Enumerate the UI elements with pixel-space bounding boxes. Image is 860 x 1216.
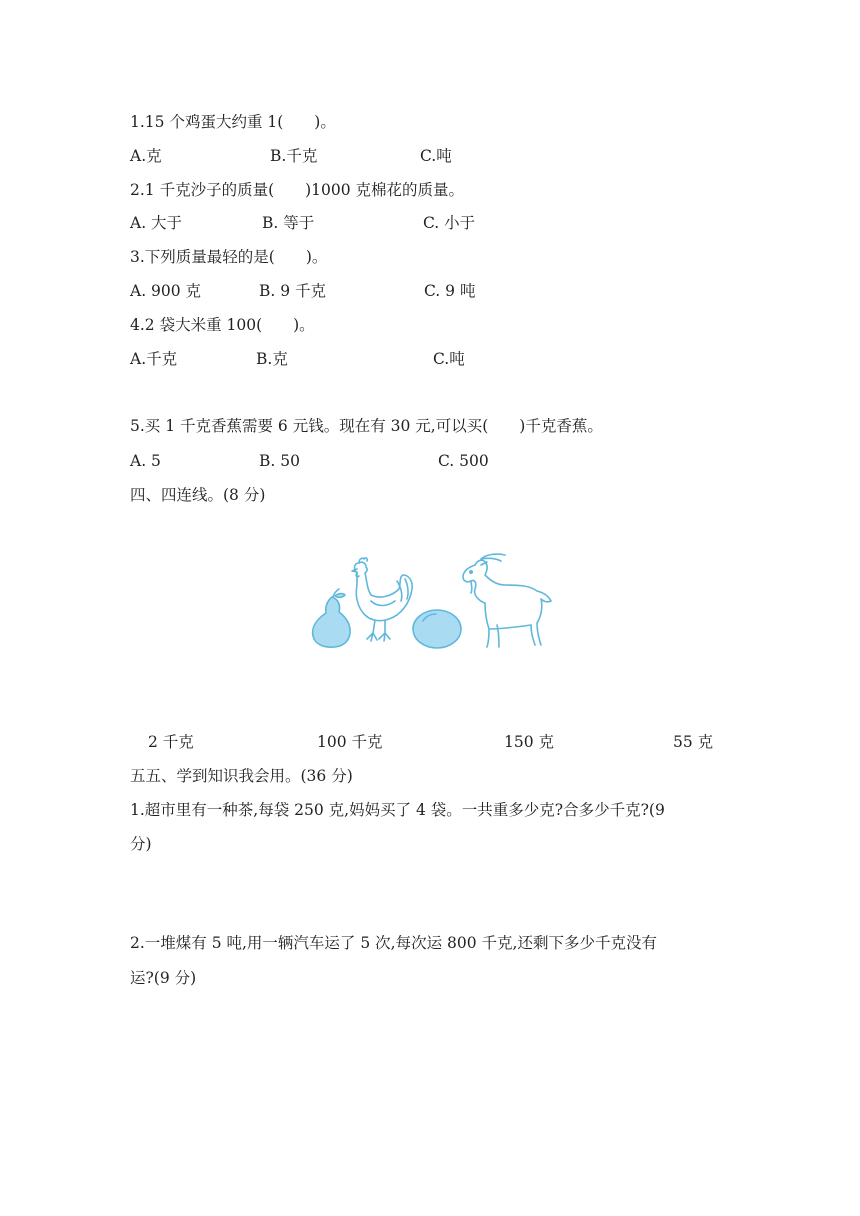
hen-image: [352, 558, 412, 641]
q2-option-c: C. 小于: [423, 214, 476, 232]
problem-2-line-1: 2.一堆煤有 5 吨,用一辆汽车运了 5 次,每次运 800 千克,还剩下多少千克没有: [130, 934, 657, 952]
problem-2-line-2: 运?(9 分): [130, 969, 197, 987]
q5-option-c: C. 500: [438, 452, 489, 470]
question-5: 5.买 1 千克香蕉需要 6 元钱。现在有 30 元,可以买( )千克香蕉。: [130, 417, 603, 435]
q3-option-b: B. 9 千克: [259, 282, 327, 300]
question-2: 2.1 千克沙子的质量( )1000 克棉花的质量。: [130, 181, 465, 199]
q2-option-a: A. 大于: [130, 214, 183, 232]
question-4: 4.2 袋大米重 100( )。: [130, 316, 315, 334]
q1-option-c: C.吨: [420, 147, 452, 165]
q1-option-a: A.克: [130, 147, 162, 165]
question-3: 3.下列质量最轻的是( )。: [130, 248, 328, 266]
q5-option-b: B. 50: [259, 452, 300, 470]
pear-image: [313, 589, 350, 647]
weight-label-4: 55 克: [673, 733, 714, 751]
section-4-title: 四、四连线。(8 分): [130, 486, 266, 504]
q4-option-c: C.吨: [433, 350, 465, 368]
weight-label-2: 100 千克: [317, 733, 383, 751]
weight-label-3: 150 克: [504, 733, 555, 751]
matching-illustration: [305, 545, 555, 650]
egg-image: [413, 610, 461, 648]
weight-label-1: 2 千克: [148, 733, 194, 751]
q5-option-a: A. 5: [130, 452, 161, 470]
q3-option-a: A. 900 克: [130, 282, 202, 300]
q4-option-b: B.克: [256, 350, 288, 368]
q2-option-b: B. 等于: [262, 214, 315, 232]
q4-option-a: A.千克: [130, 350, 178, 368]
problem-1-line-1: 1.超市里有一种茶,每袋 250 克,妈妈买了 4 袋。一共重多少克?合多少千克?(9: [130, 801, 665, 819]
q3-option-c: C. 9 吨: [424, 282, 476, 300]
section-5-title: 五五、学到知识我会用。(36 分): [130, 767, 353, 785]
goat-image: [463, 554, 551, 647]
q1-option-b: B.千克: [270, 147, 318, 165]
question-1: 1.15 个鸡蛋大约重 1( )。: [130, 113, 336, 131]
problem-1-line-2: 分): [130, 835, 152, 853]
